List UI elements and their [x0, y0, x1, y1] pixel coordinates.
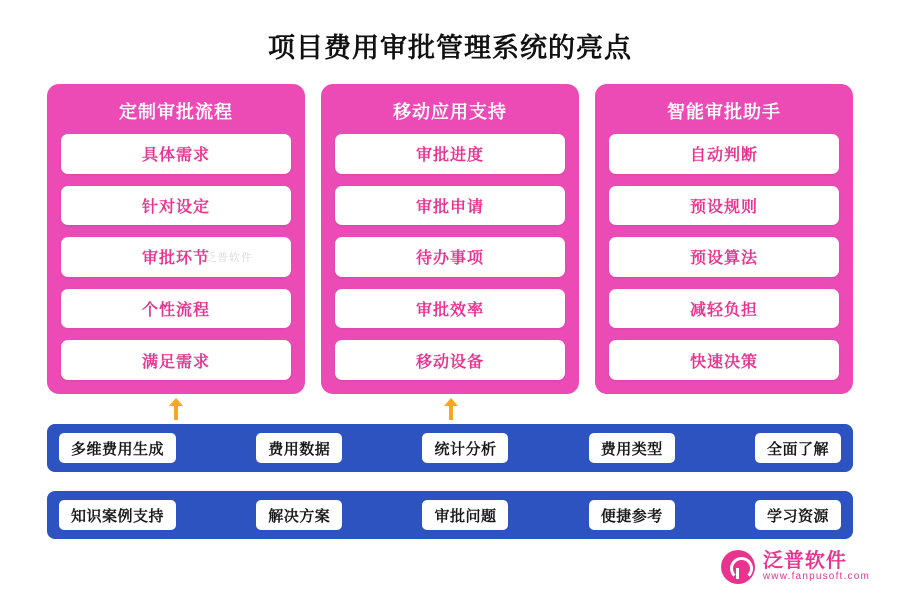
watermark-text: 泛普软件: [205, 251, 253, 264]
column-mobile-support: [321, 84, 579, 394]
bar-chip: 审批问题: [422, 500, 508, 530]
column-item: 个性流程: [61, 289, 291, 329]
bar-chip: 学习资源: [755, 500, 841, 530]
arrow-stem: [174, 404, 178, 420]
bar-knowledge-case-support: [47, 491, 853, 539]
bar-chip: 多维费用生成: [59, 433, 176, 463]
arrow-stem: [449, 404, 453, 420]
columns-group: [47, 84, 853, 394]
column-title: 智能审批助手: [667, 102, 781, 122]
column-item: 快速决策: [609, 340, 839, 380]
logo-url: www.fanpusoft.com: [762, 571, 870, 583]
column-item: 具体需求: [61, 134, 291, 174]
bar-chip: 费用数据: [256, 433, 342, 463]
column-item: 审批效率: [335, 289, 565, 329]
column-item: 待办事项: [335, 237, 565, 277]
arrow-head: [444, 398, 458, 406]
column-item: 审批进度: [335, 134, 565, 174]
brand-logo: [721, 550, 870, 584]
column-item: 预设规则: [609, 186, 839, 226]
bar-chip: 便捷参考: [589, 500, 675, 530]
column-item: 减轻负担: [609, 289, 839, 329]
column-item: 自动判断: [609, 134, 839, 174]
column-item: 审批申请: [335, 186, 565, 226]
bar-chip: 统计分析: [422, 433, 508, 463]
column-title: 移动应用支持: [393, 102, 507, 122]
column-item-label: 审批环节: [141, 250, 210, 268]
bar-expense-generation: [47, 424, 853, 472]
bar-chip: 解决方案: [256, 500, 342, 530]
arrow-up-icon: [444, 398, 458, 420]
column-item: 针对设定: [61, 186, 291, 226]
column-item: 预设算法: [609, 237, 839, 277]
bar-chip: 知识案例支持: [59, 500, 176, 530]
column-smart-approval-assistant: [595, 84, 853, 394]
arrow-up-icon: [169, 398, 183, 420]
column-customized-approval-flow: [47, 84, 305, 394]
logo-mark-icon: [721, 550, 755, 584]
bar-chip: 费用类型: [589, 433, 675, 463]
logo-name: 泛普软件: [762, 550, 847, 573]
bar-chip: 全面了解: [755, 433, 841, 463]
column-item: 移动设备: [335, 340, 565, 380]
logo-text: [763, 551, 870, 583]
column-item: 满足需求: [61, 340, 291, 380]
column-title: 定制审批流程: [119, 102, 233, 122]
page-title: 项目费用审批管理系统的亮点: [268, 33, 632, 63]
column-item-with-watermark: [61, 237, 291, 277]
arrow-head: [169, 398, 183, 406]
